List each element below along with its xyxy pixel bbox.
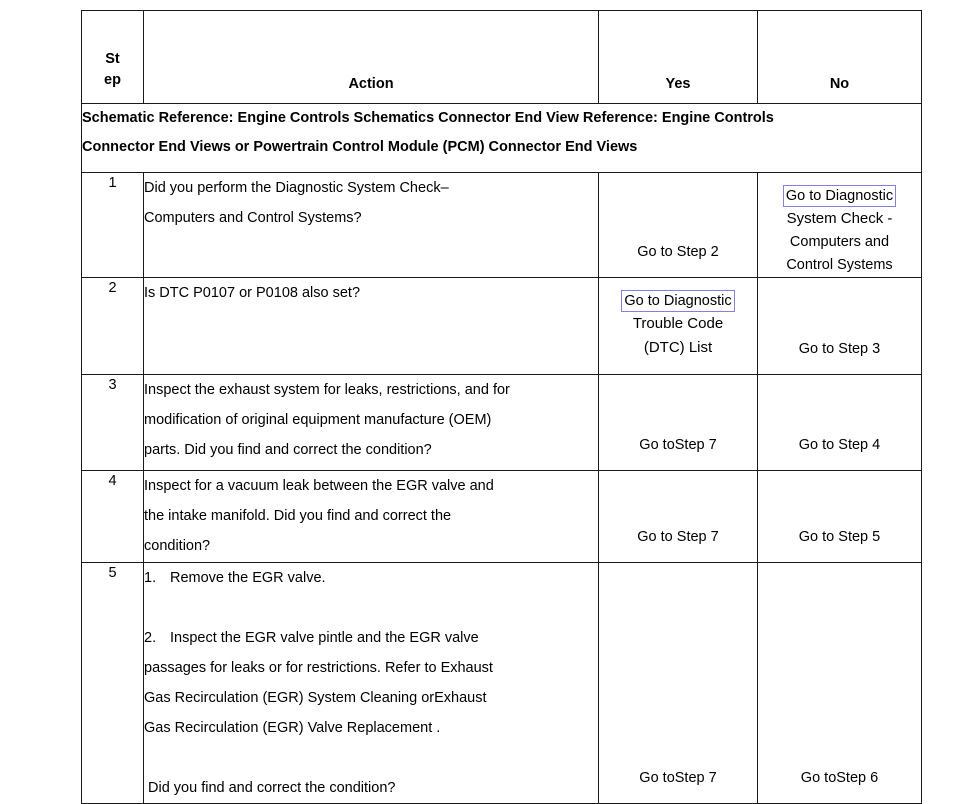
- no-action-line: Computers and: [789, 234, 890, 250]
- action-numbered-item: [144, 563, 598, 593]
- step-number-cell: [82, 563, 144, 804]
- yes-action-line: Trouble Code: [632, 315, 724, 332]
- action-line: parts. Did you find and correct the condition?: [144, 442, 432, 458]
- column-header-no: [758, 11, 922, 104]
- no-cell: [758, 173, 922, 278]
- step-number: 5: [108, 565, 117, 581]
- diagnostic-trouble-code-list-link[interactable]: Go to Diagnostic: [621, 290, 734, 312]
- table-row: [82, 471, 922, 563]
- column-header-action: [144, 11, 599, 104]
- yes-cell: [599, 375, 758, 471]
- action-cell: [144, 471, 599, 563]
- table-row: [82, 563, 922, 804]
- table-row: [82, 375, 922, 471]
- action-line: Inspect for a vacuum leak between the EGR valve and: [144, 478, 494, 494]
- column-header-step: [82, 11, 144, 104]
- step-number-cell: [82, 375, 144, 471]
- action-line: modification of original equipment manufacture (OEM): [144, 412, 492, 428]
- schematic-reference-line1: Schematic Reference: Engine Controls Schematics Connector End View Reference: Engine Controls: [82, 110, 774, 126]
- action-closing-question: Did you find and correct the condition?: [148, 780, 396, 796]
- action-line: Gas Recirculation (EGR) Valve Replacement .: [144, 720, 441, 736]
- no-action-text: Go toStep 6: [800, 770, 879, 786]
- yes-action-text: Go to Step 7: [637, 529, 719, 545]
- action-cell: [144, 375, 599, 471]
- no-cell: [758, 563, 922, 804]
- no-action-line: Control Systems: [786, 257, 893, 273]
- schematic-reference-line2: Connector End Views or Powertrain Control Module (PCM) Connector End Views: [82, 139, 638, 155]
- column-header-no-label: No: [829, 76, 850, 92]
- yes-action-text: Go toStep 7: [639, 437, 717, 453]
- action-line: condition?: [144, 538, 211, 554]
- action-line: passages for leaks or for restrictions. Refer to Exhaust: [144, 660, 493, 676]
- no-cell: [758, 375, 922, 471]
- action-cell: [144, 563, 599, 804]
- column-header-step-line2: ep: [104, 72, 121, 88]
- action-line: Did you perform the Diagnostic System Check–: [144, 180, 449, 196]
- table-row: [82, 278, 922, 375]
- step-number-cell: [82, 471, 144, 563]
- no-action-text: Go to Step 5: [798, 529, 881, 545]
- schematic-reference-row: [82, 104, 922, 173]
- yes-cell: [599, 563, 758, 804]
- no-action-text: Go to Step 4: [798, 437, 881, 453]
- action-cell: [144, 278, 599, 375]
- step-number-cell: [82, 278, 144, 375]
- no-cell: [758, 471, 922, 563]
- column-header-step-line1: St: [105, 51, 120, 67]
- step-number: 2: [108, 280, 117, 296]
- yes-action-line: (DTC) List: [643, 339, 713, 356]
- no-action-line: System Check -: [786, 210, 893, 227]
- yes-cell: [599, 471, 758, 563]
- step-number: 4: [108, 473, 117, 489]
- action-item-text: Inspect the EGR valve pintle and the EGR valve: [170, 630, 479, 646]
- step-number-cell: [82, 173, 144, 278]
- diagnostic-procedure-table: [81, 10, 922, 804]
- action-cell: [144, 173, 599, 278]
- column-header-yes-label: Yes: [665, 76, 691, 92]
- action-line: Is DTC P0107 or P0108 also set?: [144, 285, 361, 301]
- diagnostic-system-check-link[interactable]: Go to Diagnostic: [783, 185, 896, 207]
- step-number: 3: [108, 377, 117, 393]
- action-line: Gas Recirculation (EGR) System Cleaning orExhaust: [144, 690, 487, 706]
- action-line: the intake manifold. Did you find and correct the: [144, 508, 452, 524]
- column-header-action-label: Action: [348, 76, 394, 92]
- action-item-number: 1.: [144, 570, 157, 586]
- paragraph-spacer: [144, 743, 598, 773]
- column-header-yes: [599, 11, 758, 104]
- yes-action-text: Go to Step 2: [637, 244, 719, 260]
- schematic-reference-cell: [82, 104, 922, 173]
- table-row: [82, 173, 922, 278]
- yes-action-text: Go toStep 7: [639, 770, 717, 786]
- no-cell: [758, 278, 922, 375]
- table-header-row: [82, 11, 922, 104]
- action-line: Inspect the exhaust system for leaks, restrictions, and for: [144, 382, 510, 398]
- action-item-number: 2.: [144, 630, 157, 646]
- step-number: 1: [108, 175, 117, 191]
- yes-cell: [599, 278, 758, 375]
- yes-cell: [599, 173, 758, 278]
- action-item-text: Remove the EGR valve.: [170, 570, 326, 586]
- paragraph-spacer: [144, 593, 598, 623]
- action-line: Computers and Control Systems?: [144, 210, 362, 226]
- action-numbered-item: [144, 623, 598, 653]
- no-action-text: Go to Step 3: [798, 341, 881, 357]
